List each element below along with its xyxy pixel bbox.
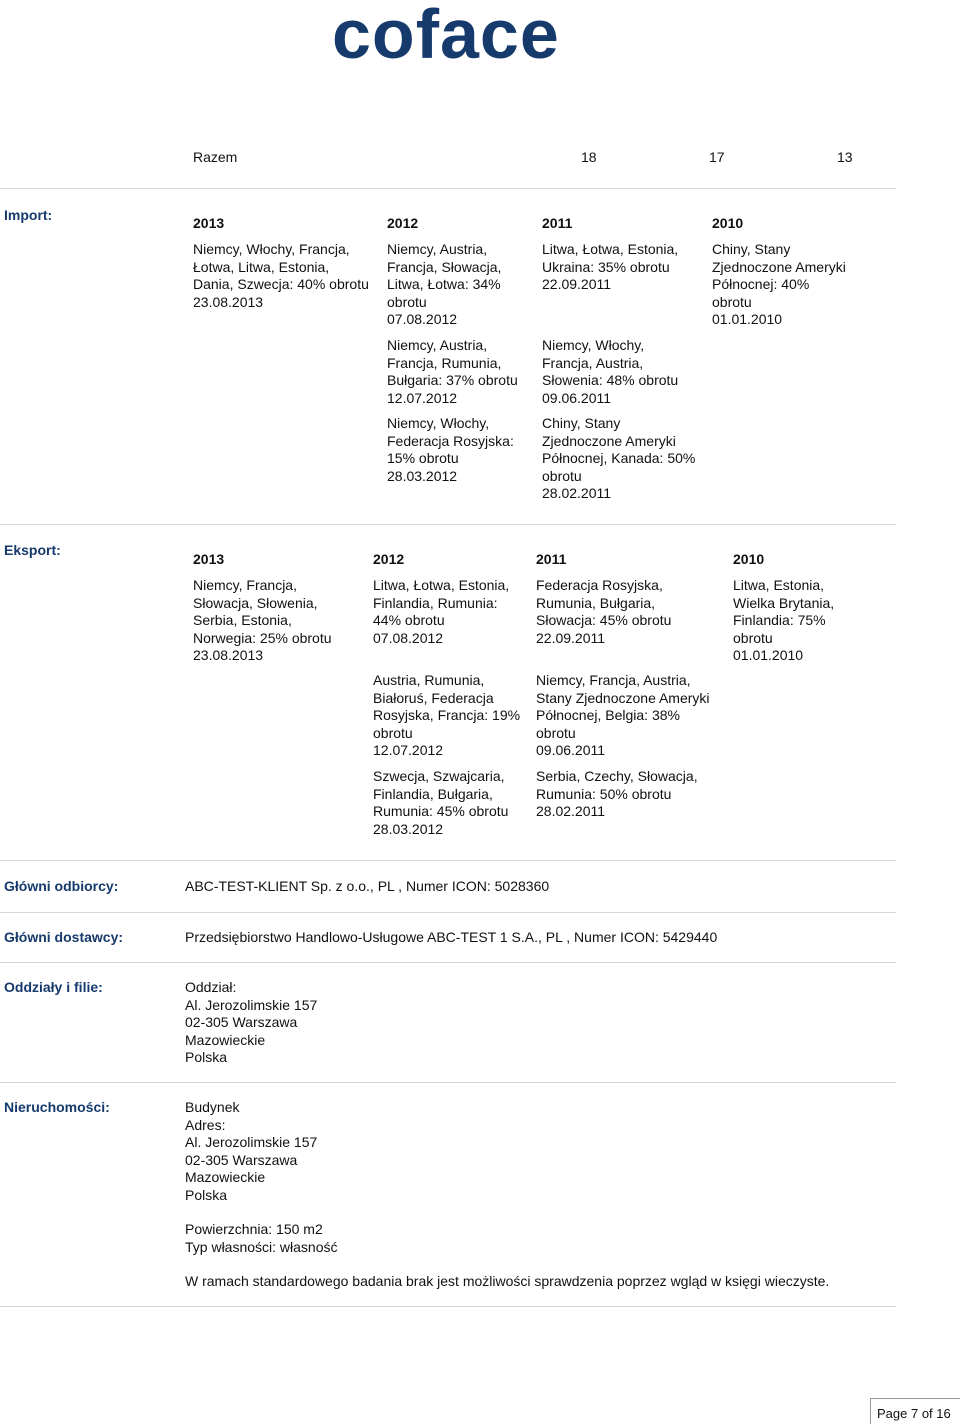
divider: [0, 860, 896, 861]
import-entry: Niemcy, Włochy, Federacja Rosyjska: 15% obrotu 28.03.2012: [387, 415, 514, 484]
divider: [0, 524, 896, 525]
divider: [0, 1306, 896, 1307]
summary-value-2012: 17: [709, 149, 725, 165]
import-entry: Chiny, Stany Zjednoczone Ameryki Północnej, Kanada: 50% obrotu 28.02.2011: [542, 415, 696, 501]
export-entry: Austria, Rumunia, Białoruś, Federacja Rosyjska, Francja: 19% obrotu 12.07.2012: [373, 672, 521, 758]
real-estate-label: Nieruchomości:: [4, 1099, 110, 1115]
export-year-2012: 2012: [373, 551, 405, 567]
divider: [0, 912, 896, 913]
real-estate-address: Budynek Adres: Al. Jerozolimskie 157 02-305 Warszawa Mazowieckie Polska: [185, 1099, 318, 1203]
summary-label: Razem: [193, 149, 238, 165]
export-entry: Federacja Rosyjska, Rumunia, Bułgaria, Słowacja: 45% obrotu 22.09.2011: [536, 577, 672, 646]
branches-value: Oddział: Al. Jerozolimskie 157 02-305 Warszawa Mazowieckie Polska: [185, 979, 318, 1065]
export-year-2011: 2011: [536, 551, 567, 567]
summary-value-2013: 18: [581, 149, 597, 165]
coface-logo: [332, 2, 568, 64]
export-label: Eksport:: [4, 542, 61, 558]
export-entry: Serbia, Czechy, Słowacja, Rumunia: 50% obrotu 28.02.2011: [536, 768, 698, 819]
recipients-value: ABC-TEST-KLIENT Sp. z o.o., PL , Numer ICON: 5028360: [185, 878, 550, 894]
import-year-2010: 2010: [712, 215, 744, 231]
real-estate-note: W ramach standardowego badania brak jest możliwości sprawdzenia poprzez wgląd w księgi wieczyste.: [185, 1273, 830, 1289]
import-year-2013: 2013: [193, 215, 225, 231]
import-entry: Niemcy, Austria, Francja, Słowacja, Litwa, Łotwa: 34% obrotu 07.08.2012: [387, 241, 502, 327]
import-entry: Niemcy, Włochy, Francja, Austria, Słowenia: 48% obrotu 09.06.2011: [542, 337, 679, 406]
recipients-label: Główni odbiorcy:: [4, 878, 119, 894]
import-label: Import:: [4, 207, 53, 223]
export-year-2013: 2013: [193, 551, 225, 567]
import-entry: Niemcy, Włochy, Francja, Łotwa, Litwa, Estonia, Dania, Szwecja: 40% obrotu 23.08.2013: [193, 241, 369, 310]
divider: [0, 188, 896, 189]
import-year-2012: 2012: [387, 215, 419, 231]
import-entry: Litwa, Łotwa, Estonia, Ukraina: 35% obrotu 22.09.2011: [542, 241, 679, 292]
export-entry: Litwa, Łotwa, Estonia, Finlandia, Rumunia: 44% obrotu 07.08.2012: [373, 577, 510, 646]
export-entry: Szwecja, Szwajcaria, Finlandia, Bułgaria, Rumunia: 45% obrotu 28.03.2012: [373, 768, 509, 837]
divider: [0, 962, 896, 963]
suppliers-value: Przedsiębiorstwo Handlowo-Usługowe ABC-TEST 1 S.A., PL , Numer ICON: 5429440: [185, 929, 718, 945]
export-entry: Litwa, Estonia, Wielka Brytania, Finlandia: 75% obrotu 01.01.2010: [733, 577, 835, 663]
summary-value-2011: 13: [837, 149, 853, 165]
svg-text:coface: coface: [332, 2, 560, 64]
suppliers-label: Główni dostawcy:: [4, 929, 124, 945]
import-year-2011: 2011: [542, 215, 573, 231]
page-number: Page 7 of 16: [870, 1398, 960, 1424]
export-entry: Niemcy, Francja, Austria, Stany Zjednoczone Ameryki Północnej, Belgia: 38% obrotu 09.06.2011: [536, 672, 710, 758]
import-entry: Niemcy, Austria, Francja, Rumunia, Bułgaria: 37% obrotu 12.07.2012: [387, 337, 518, 406]
divider: [0, 1082, 896, 1083]
branches-label: Oddziały i filie:: [4, 979, 103, 995]
real-estate-details: Powierzchnia: 150 m2 Typ własności: własność: [185, 1221, 338, 1255]
export-year-2010: 2010: [733, 551, 765, 567]
export-entry: Niemcy, Francja, Słowacja, Słowenia, Serbia, Estonia, Norwegia: 25% obrotu 23.08.2013: [193, 577, 332, 663]
import-entry: Chiny, Stany Zjednoczone Ameryki Północnej: 40% obrotu 01.01.2010: [712, 241, 846, 327]
